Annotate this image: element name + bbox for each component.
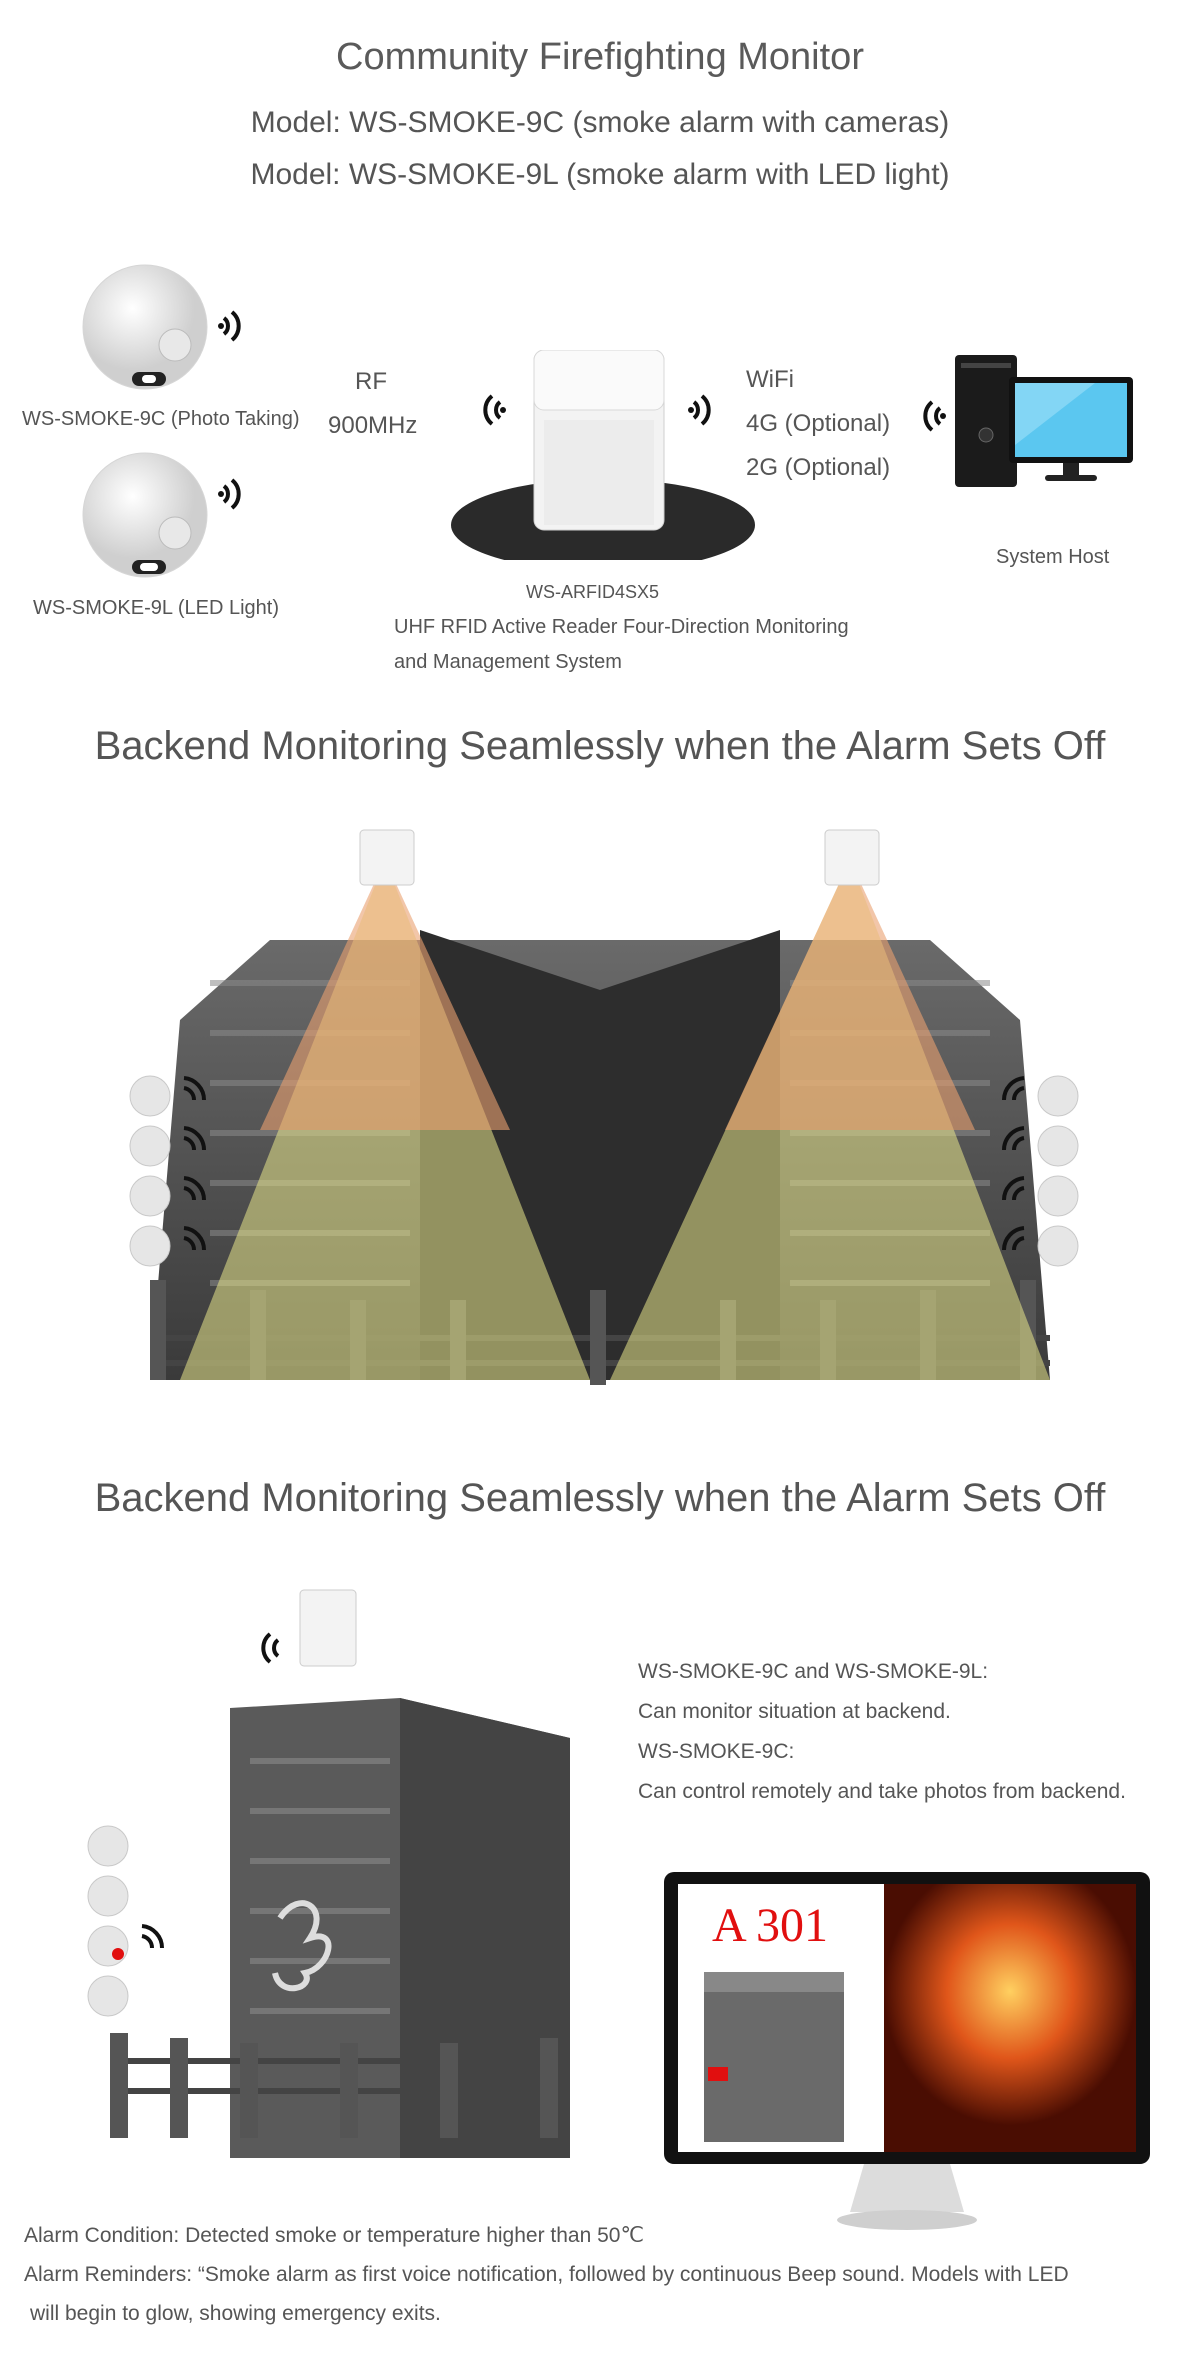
smoke-alarm-9l-icon: [80, 450, 210, 580]
info-line-3: WS-SMOKE-9C:: [638, 1740, 795, 1763]
wifi-wave-icon: [218, 306, 248, 346]
network-wifi: WiFi: [746, 366, 794, 393]
alarm-reminders-line2: will begin to glow, showing emergency exits.: [30, 2302, 441, 2325]
reader-model: WS-ARFID4SX5: [526, 582, 660, 602]
model-l-line: Model: WS-SMOKE-9L (smoke alarm with LED light): [250, 158, 950, 191]
alarm-column-right: [990, 1074, 1080, 1294]
computer-icon: [955, 355, 1135, 490]
info-line-4: Can control remotely and take photos from backend.: [638, 1780, 1126, 1803]
info-line-2: Can monitor situation at backend.: [638, 1700, 951, 1723]
room-label: A 301: [712, 1899, 829, 1952]
smoke-alarm-9c-icon: [80, 262, 210, 392]
alarm-column-left: [128, 1074, 218, 1294]
network-4g: 4G (Optional): [746, 410, 891, 437]
rf-label: RF: [355, 368, 387, 395]
wifi-wave-icon: [916, 396, 946, 436]
alarm-condition: Alarm Condition: Detected smoke or temperature higher than 50℃: [24, 2224, 645, 2247]
rf-frequency: 900MHz: [328, 412, 418, 439]
reader-desc-line1: UHF RFID Active Reader Four-Direction Monitoring: [394, 616, 849, 638]
alarm-reminders-line1: Alarm Reminders: “Smoke alarm as first voice notification, followed by continuous Beep sound. Models with LED: [24, 2263, 1069, 2286]
wifi-wave-icon: [218, 474, 248, 514]
network-2g: 2G (Optional): [746, 454, 891, 481]
wifi-wave-icon: [688, 390, 718, 430]
rfid-reader-icon: [448, 350, 758, 560]
device-9l-label: WS-SMOKE-9L (LED Light): [33, 597, 279, 619]
building-illustration: [120, 820, 1080, 1400]
info-line-1: WS-SMOKE-9C and WS-SMOKE-9L:: [638, 1660, 989, 1683]
section2-title: Backend Monitoring Seamlessly when the Alarm Sets Off: [94, 1476, 1106, 1520]
device-9c-label: WS-SMOKE-9C (Photo Taking): [22, 408, 300, 430]
alarm-stack-left: [86, 1824, 176, 2034]
model-c-line: Model: WS-SMOKE-9C (smoke alarm with cameras): [250, 106, 950, 139]
host-label: System Host: [996, 546, 1110, 568]
reader-desc-line2: and Management System: [394, 651, 622, 673]
page-title: Community Firefighting Monitor: [336, 36, 864, 78]
section1-title: Backend Monitoring Seamlessly when the Alarm Sets Off: [94, 724, 1106, 768]
